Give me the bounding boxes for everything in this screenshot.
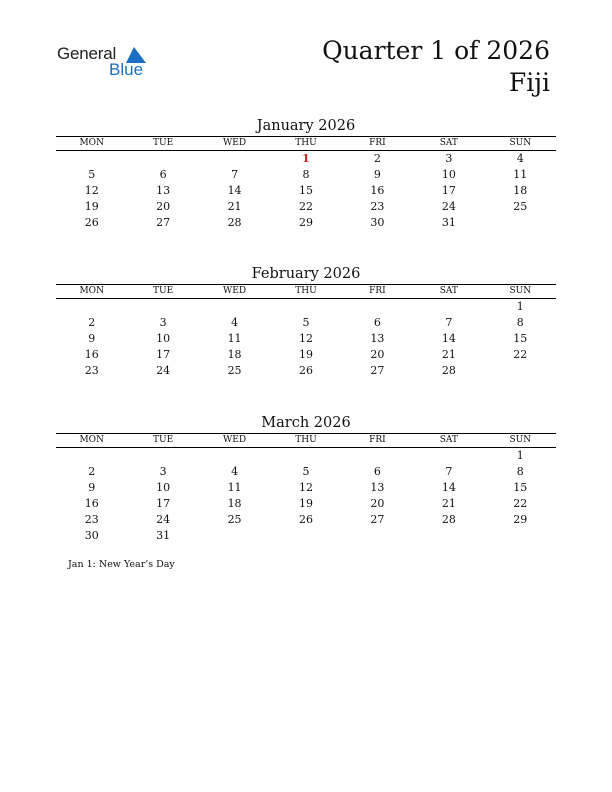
weekday-label: SAT [439, 138, 458, 148]
weekday-label: TUE [153, 435, 174, 445]
day-cell: 6 [373, 465, 381, 478]
day-cell: 16 [84, 497, 99, 510]
day-cell: 10 [441, 168, 456, 181]
weekday-label: WED [223, 138, 247, 148]
day-cell: 31 [441, 216, 456, 229]
days-grid [56, 448, 556, 544]
day-cell: 21 [227, 200, 242, 213]
empty-day-cell [413, 448, 484, 464]
weekday-label: SAT [439, 286, 458, 296]
empty-day-cell [413, 299, 484, 315]
weekday-label: SAT [439, 435, 458, 445]
day-cell: 25 [513, 200, 528, 213]
day-cell: 16 [370, 184, 385, 197]
country-name: Fiji [508, 68, 550, 97]
day-cell: 9 [373, 168, 381, 181]
day-cell: 8 [516, 316, 524, 329]
weekday-header [56, 433, 556, 448]
holiday-note: Jan 1: New Year’s Day [68, 559, 175, 570]
weekday-label: SUN [509, 138, 532, 148]
day-cell: 27 [370, 364, 385, 377]
month-february [56, 264, 556, 379]
day-cell: 6 [159, 168, 167, 181]
weekday-label: TUE [153, 138, 174, 148]
day-cell: 4 [231, 465, 239, 478]
day-cell: 17 [156, 348, 171, 361]
day-cell: 22 [513, 497, 528, 510]
day-cell: 29 [298, 216, 313, 229]
day-cell: 6 [373, 316, 381, 329]
day-cell: 9 [88, 481, 96, 494]
empty-day-cell [342, 448, 413, 464]
day-cell: 13 [156, 184, 171, 197]
day-cell: 31 [156, 529, 171, 542]
day-cell: 23 [370, 200, 385, 213]
weekday-label: FRI [369, 435, 386, 445]
weekday-header [56, 136, 556, 151]
day-cell: 15 [513, 332, 528, 345]
day-cell: 28 [441, 513, 456, 526]
month-title: January 2026 [256, 118, 356, 134]
month-march [56, 413, 556, 544]
weekday-label: THU [295, 138, 317, 148]
day-cell: 2 [88, 465, 96, 478]
empty-day-cell [270, 448, 341, 464]
day-cell: 5 [302, 465, 310, 478]
day-cell: 20 [156, 200, 171, 213]
empty-day-cell [199, 448, 270, 464]
month-title: February 2026 [251, 266, 361, 282]
day-cell: 19 [298, 497, 313, 510]
day-cell: 11 [227, 332, 242, 345]
day-cell: 30 [370, 216, 385, 229]
day-cell: 19 [298, 348, 313, 361]
day-cell: 24 [441, 200, 456, 213]
day-cell: 26 [84, 216, 99, 229]
weekday-label: SUN [509, 286, 532, 296]
weekday-header [56, 284, 556, 299]
day-cell: 11 [227, 481, 242, 494]
empty-day-cell [127, 299, 198, 315]
day-cell: 24 [156, 513, 171, 526]
empty-day-cell [342, 299, 413, 315]
day-cell: 27 [156, 216, 171, 229]
day-cell: 21 [441, 497, 456, 510]
day-cell: 25 [227, 513, 242, 526]
day-cell: 18 [513, 184, 528, 197]
empty-day-cell [199, 151, 270, 167]
days-grid [56, 299, 556, 379]
day-cell: 18 [227, 497, 242, 510]
day-cell: 18 [227, 348, 242, 361]
weekday-label: THU [295, 435, 317, 445]
day-cell: 21 [441, 348, 456, 361]
empty-day-cell [127, 448, 198, 464]
day-cell: 15 [513, 481, 528, 494]
day-cell: 25 [227, 364, 242, 377]
day-cell: 13 [370, 332, 385, 345]
day-cell: 16 [84, 348, 99, 361]
weekday-label: THU [295, 286, 317, 296]
day-cell: 9 [88, 332, 96, 345]
month-january [56, 116, 556, 231]
day-cell: 12 [84, 184, 99, 197]
days-grid [56, 151, 556, 231]
weekday-label: MON [79, 435, 104, 445]
day-cell: 7 [445, 465, 453, 478]
day-cell: 10 [156, 332, 171, 345]
weekday-label: FRI [369, 286, 386, 296]
day-cell: 26 [298, 513, 313, 526]
holiday-day-cell: 1 [302, 152, 310, 165]
day-cell: 14 [227, 184, 242, 197]
day-cell: 11 [513, 168, 528, 181]
empty-day-cell [56, 299, 127, 315]
weekday-label: TUE [153, 286, 174, 296]
day-cell: 28 [441, 364, 456, 377]
day-cell: 27 [370, 513, 385, 526]
day-cell: 19 [84, 200, 99, 213]
day-cell: 1 [516, 449, 524, 462]
day-cell: 15 [298, 184, 313, 197]
day-cell: 26 [298, 364, 313, 377]
weekday-label: WED [223, 435, 247, 445]
day-cell: 12 [298, 481, 313, 494]
day-cell: 3 [445, 152, 453, 165]
month-title: March 2026 [261, 415, 351, 431]
day-cell: 23 [84, 513, 99, 526]
day-cell: 4 [231, 316, 239, 329]
page-title: Quarter 1 of 2026 [322, 36, 550, 65]
day-cell: 2 [373, 152, 381, 165]
weekday-label: MON [79, 286, 104, 296]
day-cell: 4 [516, 152, 524, 165]
day-cell: 1 [516, 300, 524, 313]
day-cell: 5 [88, 168, 96, 181]
weekday-label: SUN [509, 435, 532, 445]
day-cell: 7 [445, 316, 453, 329]
day-cell: 14 [441, 332, 456, 345]
day-cell: 30 [84, 529, 99, 542]
day-cell: 3 [159, 465, 167, 478]
empty-day-cell [56, 151, 127, 167]
day-cell: 10 [156, 481, 171, 494]
day-cell: 8 [302, 168, 310, 181]
empty-day-cell [127, 151, 198, 167]
day-cell: 24 [156, 364, 171, 377]
day-cell: 23 [84, 364, 99, 377]
day-cell: 28 [227, 216, 242, 229]
weekday-label: FRI [369, 138, 386, 148]
logo-text-blue: Blue [109, 60, 144, 79]
day-cell: 12 [298, 332, 313, 345]
logo-text-general: General [57, 44, 117, 63]
day-cell: 20 [370, 497, 385, 510]
day-cell: 2 [88, 316, 96, 329]
weekday-label: WED [223, 286, 247, 296]
logo [57, 44, 157, 84]
day-cell: 22 [513, 348, 528, 361]
empty-day-cell [199, 299, 270, 315]
day-cell: 13 [370, 481, 385, 494]
day-cell: 3 [159, 316, 167, 329]
day-cell: 22 [298, 200, 313, 213]
empty-day-cell [270, 299, 341, 315]
day-cell: 7 [231, 168, 239, 181]
day-cell: 14 [441, 481, 456, 494]
day-cell: 5 [302, 316, 310, 329]
day-cell: 8 [516, 465, 524, 478]
day-cell: 17 [441, 184, 456, 197]
empty-day-cell [56, 448, 127, 464]
day-cell: 17 [156, 497, 171, 510]
day-cell: 20 [370, 348, 385, 361]
weekday-label: MON [79, 138, 104, 148]
day-cell: 29 [513, 513, 528, 526]
